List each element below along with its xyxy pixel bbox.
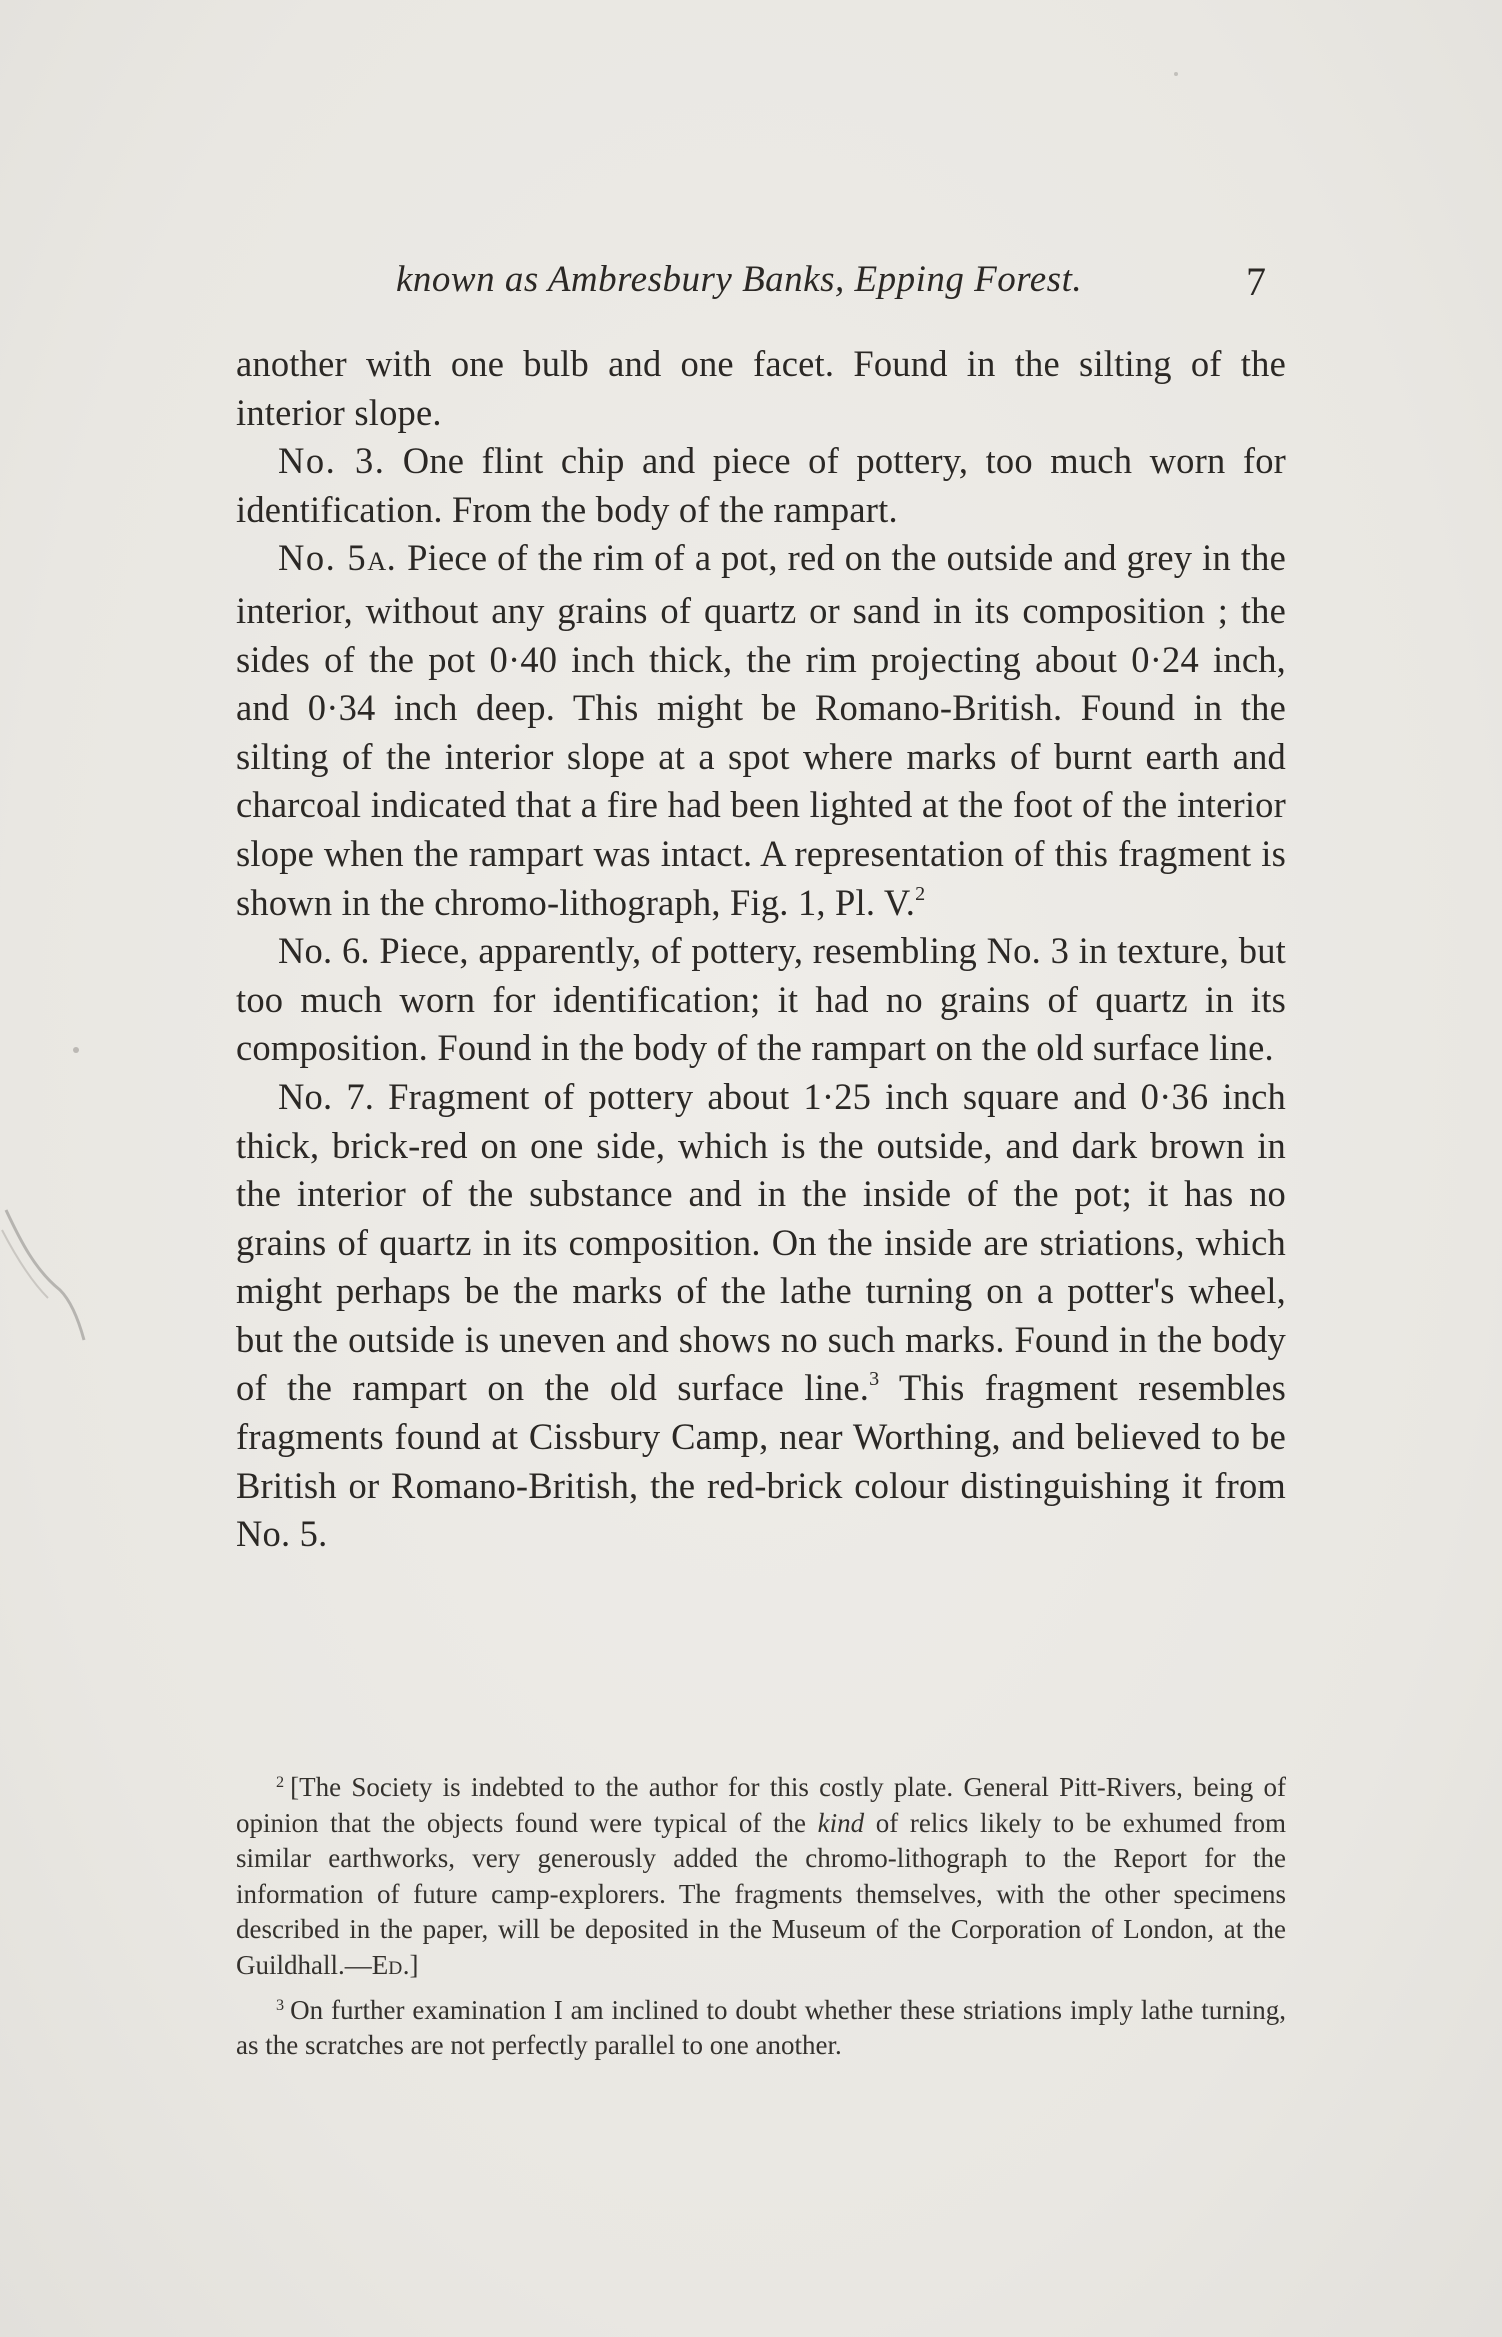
- footnote-text: .]: [402, 1949, 419, 1980]
- page-number: 7: [1246, 259, 1266, 304]
- page-header: [236, 258, 1286, 308]
- footnote-mark: 3: [276, 1995, 285, 2014]
- footnote-emphasis: kind: [817, 1807, 865, 1838]
- paragraph-text: Piece, apparently, of pottery, resembling No. 3 in texture, but too much worn for identification; it had no grains of quartz in its composition. Found in the body of the rampart on the old surface line.: [236, 930, 1287, 1069]
- dust-speck: [66, 1040, 86, 1060]
- item-number: No. 7.: [278, 1075, 375, 1117]
- footnote-2: [236, 1770, 1286, 1987]
- footnote-text: On further examination I am inclined to doubt whether these striations imply lathe turning, as the scratches are not perfectly parallel to one another.: [236, 1994, 1286, 2061]
- paragraph-text-continued: This fragment resembles fragments found at Cissbury Camp, near Worthing, and believed to be British or Romano-British, the red-brick colour distinguishing it from No. 5.: [236, 1367, 1286, 1555]
- footnotes: [236, 1770, 1286, 2064]
- margin-mark: [0, 1200, 120, 1400]
- footnote-3: [236, 1993, 1286, 2064]
- main-text: [236, 340, 1286, 1559]
- footnote-ref-2: 2: [915, 882, 926, 905]
- paragraph-item-6: [236, 927, 1286, 1073]
- paragraph-continued: [236, 340, 1286, 437]
- item-number-main: No. 5: [278, 537, 368, 579]
- footnote-text: of relics likely to be exhumed from similar earthworks, very generously added the chromo-lithograph to the Report for the information of future camp-explorers. The fragments themselves, with the other specimens described in the paper, will be deposited in the Museum of the Corporation of London, at the Guildhall.—E: [236, 1807, 1286, 1980]
- item-number-suffix: A: [367, 547, 387, 577]
- paragraph-text: Fragment of pottery about 1·25 inch square and 0·36 inch thick, brick-red on one side, which is the outside, and dark brown in the interior of the substance and in the inside of the pot; it has no grains of quartz in its composition. On the inside are striations, which might perhaps be the marks of the lathe turning on a potter's wheel, but the outside is uneven and shows no such marks. Found in the body of the rampart on the old surface line.: [236, 1075, 1287, 1409]
- footnote-text: [The Society is indebted to the author for this costly plate. General Pitt-Rivers, being of opinion that the objects found were typical of the: [236, 1772, 1286, 1838]
- item-number: [278, 537, 397, 578]
- paragraph-item-5a: [236, 534, 1286, 927]
- paragraph-text: another with one bulb and one facet. Found in the silting of the interior slope.: [236, 343, 1286, 433]
- item-number: No. 6.: [278, 930, 370, 972]
- editor-abbrev: D: [388, 1957, 403, 1979]
- paragraph-item-3: [236, 437, 1286, 534]
- item-number-dot: .: [386, 537, 398, 579]
- dust-speck: [1166, 64, 1186, 84]
- footnote-ref-3: 3: [869, 1368, 880, 1391]
- paragraph-item-7: [236, 1073, 1286, 1559]
- paragraph-text: Piece of the rim of a pot, red on the outside and grey in the interior, without any grains of quartz or sand in its composition ; the sides of the pot 0·40 inch thick, the rim projecting about 0·24 inch, and 0·34 inch deep. This might be Romano-British. Found in the silting of the interior slope at a spot where marks of burnt earth and charcoal indicated that a fire had been lighted at the foot of the interior slope when the rampart was intact. A representation of this fragment is shown in the chromo-lithograph, Fig. 1, Pl. V.: [236, 537, 1286, 923]
- item-number: No. 3.: [278, 440, 386, 482]
- footnote-mark: 2: [276, 1773, 285, 1792]
- running-head: known as Ambresbury Banks, Epping Forest.: [396, 259, 1083, 300]
- paragraph-text: One flint chip and piece of pottery, too much worn for identification. From the body of the rampart.: [236, 440, 1287, 530]
